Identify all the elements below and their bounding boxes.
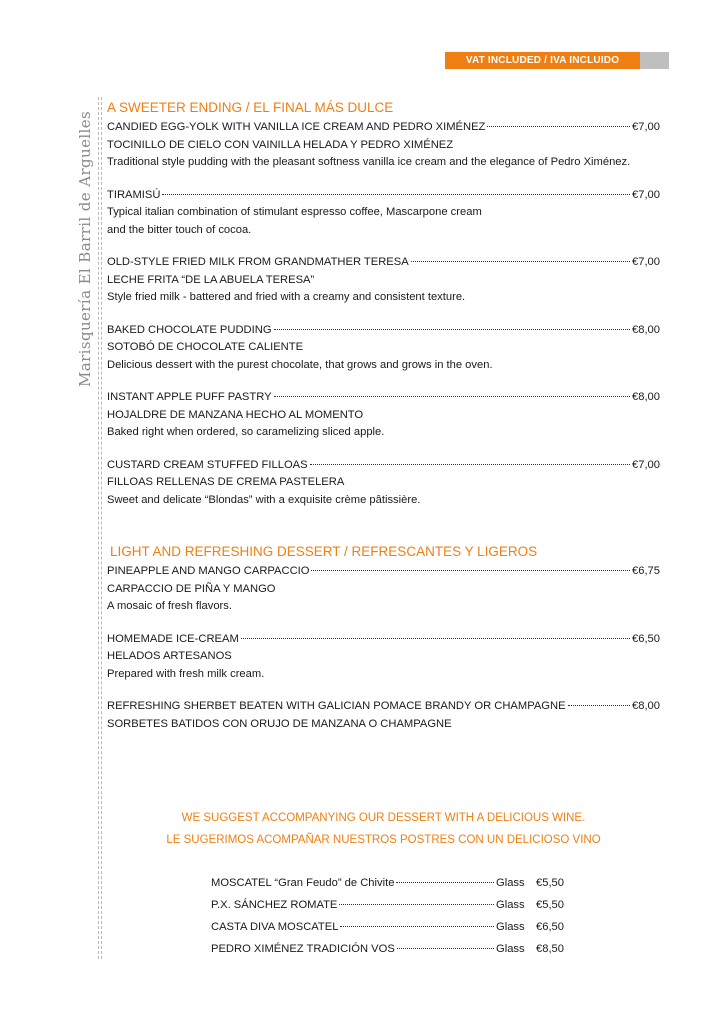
item-description: Style fried milk - battered and fried with a creamy and consistent texture. xyxy=(107,291,466,303)
menu-item xyxy=(107,698,660,733)
wine-price: €6,50 xyxy=(536,921,564,933)
item-description: A mosaic of fresh flavors. xyxy=(107,600,232,612)
vat-band xyxy=(445,52,669,69)
dot-leader xyxy=(487,126,630,127)
item-line xyxy=(107,254,660,272)
wine-suggestion xyxy=(107,807,660,851)
wine-name: P.X. SÁNCHEZ ROMATE xyxy=(211,899,338,911)
dot-leader xyxy=(339,904,494,905)
wine-price: €5,50 xyxy=(536,877,564,889)
menu-item xyxy=(107,631,660,684)
item-line xyxy=(107,389,660,407)
item-subname: HELADOS ARTESANOS xyxy=(107,650,232,662)
item-price: €8,00 xyxy=(632,323,660,336)
item-description: Traditional style pudding with the pleasant softness vanilla ice cream and the elegance of Pedro Ximénez. xyxy=(107,156,631,168)
item-price: €7,00 xyxy=(632,121,660,133)
item-subname: FILLOAS RELLENAS DE CREMA PASTELERA xyxy=(107,476,345,488)
dot-leader xyxy=(310,464,630,465)
wine-name: MOSCATEL “Gran Feudo” de Chivite xyxy=(211,877,395,889)
item-name: PINEAPPLE AND MANGO CARPACCIO xyxy=(107,565,310,577)
dot-leader xyxy=(568,705,630,706)
wine-price: €8,50 xyxy=(536,943,564,955)
suggestion-spanish: LE SUGERIMOS ACOMPAÑAR NUESTROS POSTRES CON UN DELICIOSO VINO xyxy=(166,834,601,846)
menu-item xyxy=(107,389,660,442)
wine-row xyxy=(211,872,564,894)
item-line xyxy=(107,119,660,137)
item-description: Sweet and delicate “Blondas” with a exquisite crème pâtissière. xyxy=(107,493,421,506)
wine-row xyxy=(211,894,564,916)
item-description: Baked right when ordered, so caramelizing sliced apple. xyxy=(107,426,385,438)
menu-item xyxy=(107,254,660,307)
item-line xyxy=(107,563,660,581)
item-description: Typical italian combination of stimulant espresso coffee, Mascarpone cream xyxy=(107,206,482,218)
item-line xyxy=(107,698,660,716)
menu-item xyxy=(107,322,660,375)
side-dashed-rule xyxy=(98,97,99,959)
item-price: €6,75 xyxy=(632,565,660,577)
item-subname: SORBETES BATIDOS CON ORUJO DE MANZANA O CHAMPAGNE xyxy=(107,717,452,730)
menu-item xyxy=(107,563,660,616)
item-line xyxy=(107,322,660,340)
wine-row xyxy=(211,938,564,960)
dot-leader xyxy=(340,926,494,927)
dot-leader xyxy=(162,194,630,195)
item-subname: HOJALDRE DE MANZANA HECHO AL MOMENTO xyxy=(107,408,364,421)
menu-item xyxy=(107,457,660,510)
item-name: BAKED CHOCOLATE PUDDING xyxy=(107,323,272,336)
suggestion-english: WE SUGGEST ACCOMPANYING OUR DESSERT WITH A DELICIOUS WINE. xyxy=(181,812,586,824)
item-price: €7,00 xyxy=(632,458,660,471)
wine-unit: Glass xyxy=(496,921,525,933)
dot-leader xyxy=(397,948,494,949)
dot-leader xyxy=(241,638,630,639)
dot-leader xyxy=(274,396,630,397)
dot-leader xyxy=(274,329,630,330)
wine-name: CASTA DIVA MOSCATEL xyxy=(211,921,339,933)
item-price: €8,00 xyxy=(632,700,660,712)
item-subname: SOTOBÓ DE CHOCOLATE CALIENTE xyxy=(107,341,304,353)
item-price: €7,00 xyxy=(632,188,660,201)
item-line xyxy=(107,187,660,205)
dot-leader xyxy=(311,570,630,571)
wine-name: PEDRO XIMÉNEZ TRADICIÓN VOS xyxy=(211,943,395,955)
restaurant-name-vertical: Marisquería El Barril de Arguelles xyxy=(76,110,94,387)
dot-leader xyxy=(411,261,630,262)
item-line xyxy=(107,631,660,649)
item-subname: CARPACCIO DE PIÑA Y MANGO xyxy=(107,582,276,595)
item-description: Delicious dessert with the purest chocolate, that grows and grows in the oven. xyxy=(107,358,493,371)
wine-unit: Glass xyxy=(496,899,525,911)
item-name: INSTANT APPLE PUFF PASTRY xyxy=(107,391,272,403)
item-name: REFRESHING SHERBET BEATEN WITH GALICIAN POMACE BRANDY OR CHAMPAGNE xyxy=(107,700,566,712)
item-name: CANDIED EGG-YOLK WITH VANILLA ICE CREAM AND PEDRO XIMÉNEZ xyxy=(107,121,486,133)
item-name: CUSTARD CREAM STUFFED FILLOAS xyxy=(107,458,308,471)
wine-list xyxy=(211,872,564,960)
item-name: OLD-STYLE FRIED MILK FROM GRANDMATHER TERESA xyxy=(107,256,409,268)
item-description: and the bitter touch of cocoa. xyxy=(107,223,252,236)
item-subname: LECHE FRITA “DE LA ABUELA TERESA” xyxy=(107,273,315,286)
section-title: LIGHT AND REFRESHING DESSERT / REFRESCANTES Y LIGEROS xyxy=(110,544,538,559)
wine-unit: Glass xyxy=(496,877,525,889)
item-price: €7,00 xyxy=(632,256,660,268)
wine-unit: Glass xyxy=(496,943,525,955)
menu-content xyxy=(107,97,660,733)
side-dashed-rule xyxy=(101,97,102,959)
item-price: €6,50 xyxy=(632,632,660,645)
section-title: A SWEETER ENDING / EL FINAL MÁS DULCE xyxy=(107,100,394,115)
wine-row xyxy=(211,916,564,938)
vat-badge: VAT INCLUDED / IVA INCLUIDO xyxy=(445,52,640,69)
item-price: €8,00 xyxy=(632,391,660,403)
item-description: Prepared with fresh milk cream. xyxy=(107,667,265,680)
menu-item xyxy=(107,119,660,172)
menu-item xyxy=(107,187,660,240)
dot-leader xyxy=(396,882,494,883)
item-name: HOMEMADE ICE-CREAM xyxy=(107,632,239,645)
item-name: TIRAMISÚ xyxy=(107,188,161,201)
wine-price: €5,50 xyxy=(536,899,564,911)
item-line xyxy=(107,457,660,475)
item-subname: TOCINILLO DE CIELO CON VAINILLA HELADA Y PEDRO XIMÉNEZ xyxy=(107,138,454,151)
